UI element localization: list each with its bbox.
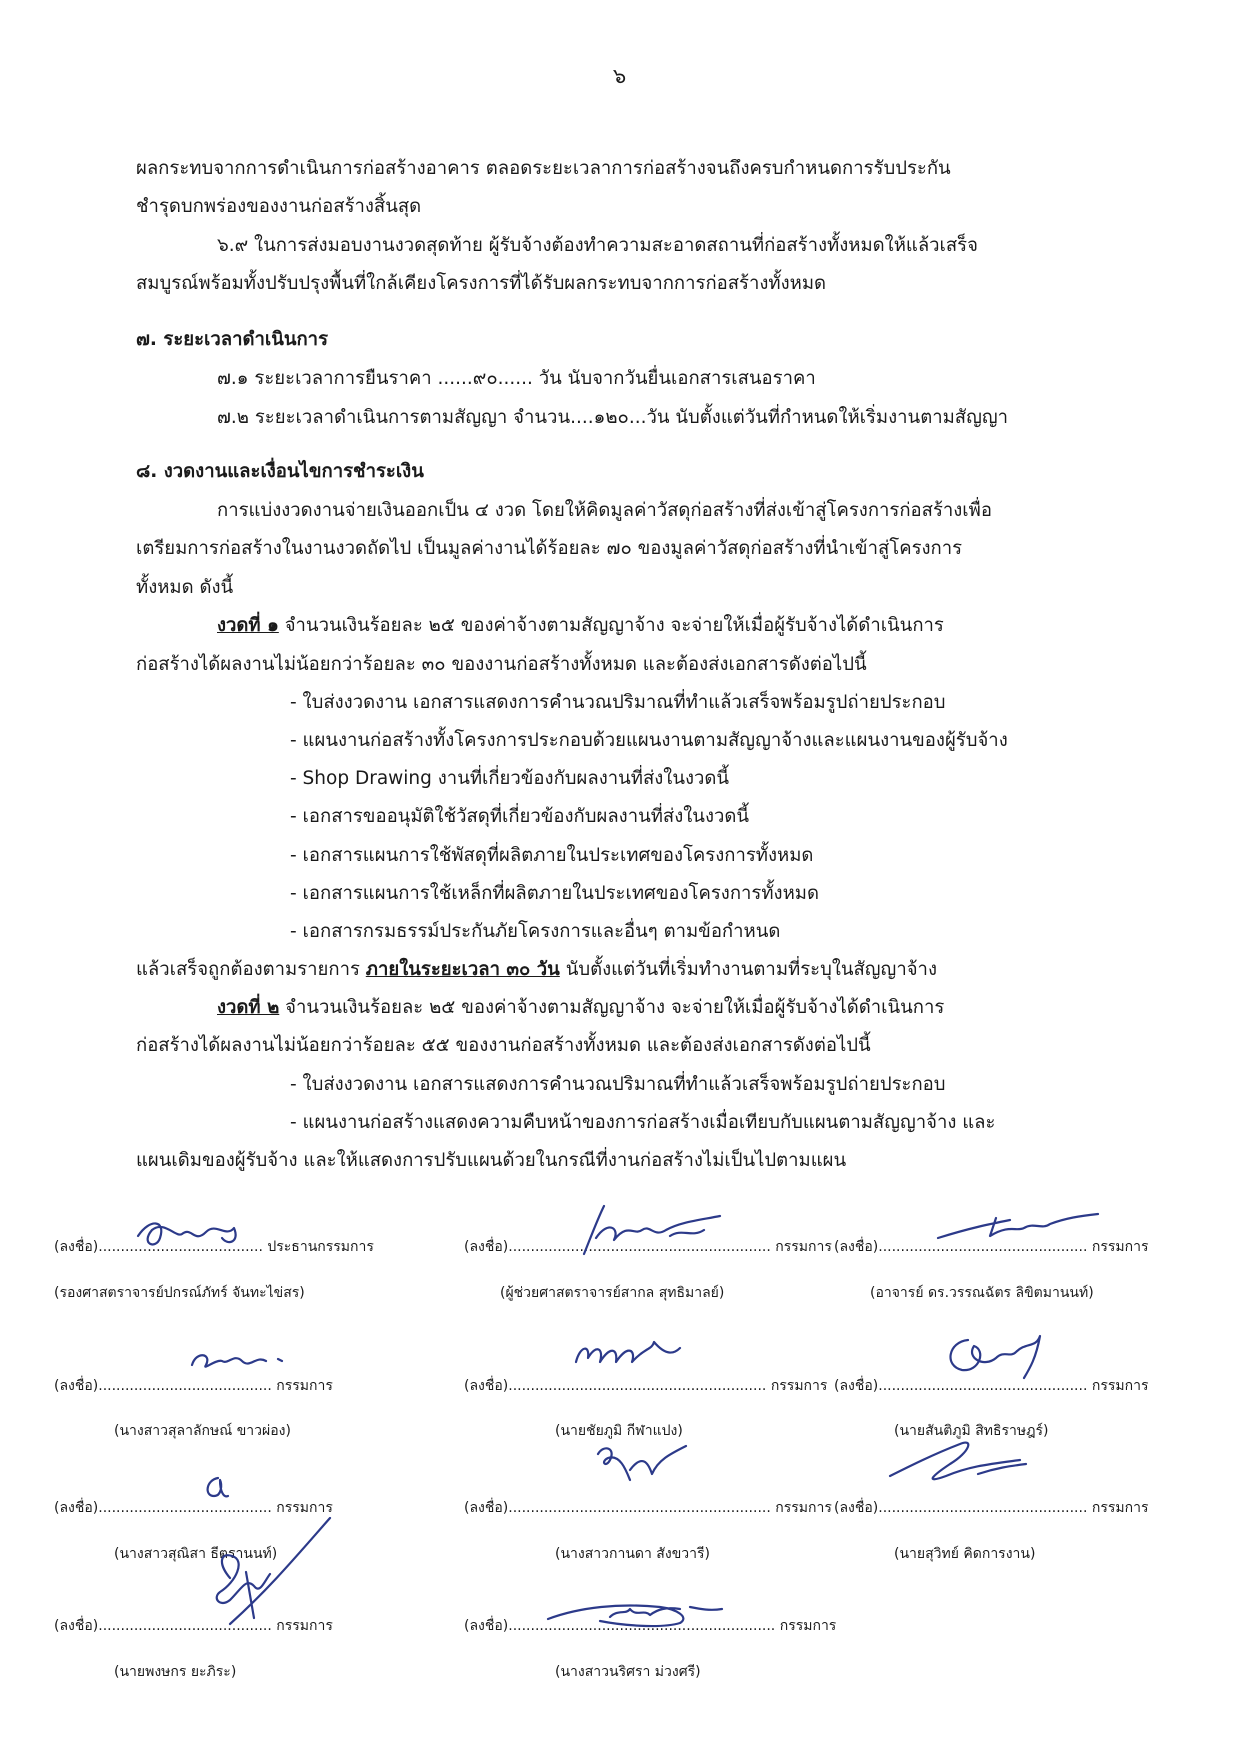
list-item: - ใบส่งงวดงาน เอกสารแสดงการคำนวณปริมาณที่ทำแล้วเสร็จพร้อมรูปถ่ายประกอบ [290,1074,946,1095]
signatory-name: (ผู้ช่วยศาสตราจารย์สากล สุทธิมาลย์) [500,1285,725,1301]
sign-prefix: (ลงชื่อ) [464,1618,509,1634]
committee-role: กรรมการ [770,1378,828,1394]
installment-2-label: งวดที่ ๒ [217,997,280,1018]
list-item: - ใบส่งงวดงาน เอกสารแสดงการคำนวณปริมาณที่ทำแล้วเสร็จพร้อมรูปถ่ายประกอบ [290,692,946,713]
deadline-text: ภายในระยะเวลา ๓๐ วัน [365,959,560,980]
signature-line: (ลงชื่อ).......................................................... กรรมการ [464,1378,828,1394]
signatory-name: (นางสาวนริศรา ม่วงศรี) [555,1664,701,1680]
installment-2-line [217,996,944,1020]
installment-1-text: จำนวนเงินร้อยละ ๒๕ ของค่าจ้างตามสัญญาจ้าง จะจ่ายให้เมื่อผู้รับจ้างได้ดำเนินการ [278,615,944,636]
list-item: - Shop Drawing งานที่เกี่ยวข้องกับผลงานที่ส่งในงวดนี้ [290,768,730,789]
closing-text: นับตั้งแต่วันที่เริ่มทำงานตามที่ระบุในสัญญาจ้าง [559,959,937,980]
signature-line: (ลงชื่อ)..................................... ประธานกรรมการ [54,1239,374,1255]
signature-line: (ลงชื่อ)........................................................... กรรมการ [464,1239,832,1255]
list-item: - เอกสารกรมธรรม์ประกันภัยโครงการและอื่นๆ ตามข้อกำหนด [290,921,781,942]
signatory-name: (นางสาวสุลาลักษณ์ ขาวผ่อง) [114,1423,291,1439]
section-heading-7: ๗. ระยะเวลาดำเนินการ [136,329,329,350]
paragraph-line: การแบ่งงวดงานจ่ายเงินออกเป็น ๔ งวด โดยให้คิดมูลค่าวัสดุก่อสร้างที่ส่งเข้าสู่โครงการก่อสร้างเพื่อ [217,500,992,521]
sign-prefix: (ลงชื่อ) [834,1500,879,1516]
paragraph-line: เตรียมการก่อสร้างในงานงวดถัดไป เป็นมูลค่างานได้ร้อยละ ๗๐ ของมูลค่าวัสดุก่อสร้างที่นำเข้าสู่โครงการ [136,538,963,559]
committee-role: กรรมการ [276,1618,333,1634]
signatory-name: (นายพงษกร ยะภิระ) [114,1664,237,1680]
committee-role: กรรมการ [1091,1378,1149,1394]
paragraph-line: ๗.๒ ระยะเวลาดำเนินการตามสัญญา จำนวน....๑๒๐...วัน นับตั้งแต่วันที่กำหนดให้เริ่มงานตามสัญญา [217,407,1009,428]
sign-prefix: (ลงชื่อ) [54,1239,99,1255]
handwritten-signature [570,1200,770,1260]
handwritten-signature [200,1470,230,1504]
sign-prefix: (ลงชื่อ) [834,1378,879,1394]
signatory-name: (นายสันติภูมิ สิทธิราษฎร์) [894,1423,1049,1439]
list-item: - เอกสารแผนการใช้พัสดุที่ผลิตภายในประเทศของโครงการทั้งหมด [290,845,814,866]
signatory-name: (นางสาวกานดา สังขวารี) [555,1546,710,1562]
sign-prefix: (ลงชื่อ) [54,1378,99,1394]
signature-line: (ลงชื่อ)............................................................ กรรมการ [464,1618,837,1634]
list-item: - เอกสารแผนการใช้เหล็กที่ผลิตภายในประเทศของโครงการทั้งหมด [290,883,819,904]
sign-prefix: (ลงชื่อ) [464,1378,509,1394]
handwritten-signature [190,1512,340,1632]
committee-role: ประธานกรรมการ [267,1239,374,1255]
signatory-name: (นายสุวิทย์ คิดการงาน) [894,1546,1036,1562]
paragraph-line: สมบูรณ์พร้อมทั้งปรับปรุงพื้นที่ใกล้เคียงโครงการที่ได้รับผลกระทบจากการก่อสร้างทั้งหมด [136,273,827,294]
paragraph-line: ก่อสร้างได้ผลงานไม่น้อยกว่าร้อยละ ๓๐ ของงานก่อสร้างทั้งหมด และต้องส่งเอกสารดังต่อไปนี้ [136,654,867,675]
signatory-name: (อาจารย์ ดร.วรรณฉัตร ลิขิตมานนท์) [870,1285,1094,1301]
list-item: - เอกสารขออนุมัติใช้วัสดุที่เกี่ยวข้องกับผลงานที่ส่งในงวดนี้ [290,806,750,827]
installment-1-closing [136,958,937,982]
handwritten-signature [186,1345,306,1375]
paragraph-line: ทั้งหมด ดังนี้ [136,577,234,598]
handwritten-signature [850,1430,1040,1500]
paragraph-line: ชำรุดบกพร่องของงานก่อสร้างสิ้นสุด [136,196,422,217]
paragraph-line: ๗.๑ ระยะเวลาการยืนราคา ......๙๐...... วัน นับจากวันยื่นเอกสารเสนอราคา [217,368,816,389]
paragraph-line: ๖.๙ ในการส่งมอบงานงวดสุดท้าย ผู้รับจ้างต้องทำความสะอาดสถานที่ก่อสร้างทั้งหมดให้แล้วเสร็จ [217,235,978,256]
handwritten-signature [570,1336,690,1372]
signature-line: (ลงชื่อ)............................................... กรรมการ [834,1378,1149,1394]
signature-line: (ลงชื่อ)....................................... กรรมการ [54,1500,333,1516]
handwritten-signature [130,1208,270,1258]
signatory-name: (รองศาสตราจารย์ปกรณ์ภัทร์ จันทะไข่สร) [54,1285,305,1301]
committee-role: กรรมการ [779,1618,837,1634]
sign-prefix: (ลงชื่อ) [834,1239,879,1255]
committee-role: กรรมการ [276,1500,333,1516]
handwritten-signature [590,1440,700,1490]
handwritten-signature [540,1595,730,1635]
section-heading-8: ๘. งวดงานและเงื่อนไขการชำระเงิน [136,461,424,482]
signature-line: (ลงชื่อ)....................................... กรรมการ [54,1618,333,1634]
signature-line: (ลงชื่อ)............................................... กรรมการ [834,1500,1149,1516]
committee-role: กรรมการ [775,1500,832,1516]
signature-line: (ลงชื่อ)........................................................... กรรมการ [464,1500,832,1516]
installment-2-text: จำนวนเงินร้อยละ ๒๕ ของค่าจ้างตามสัญญาจ้าง จะจ่ายให้เมื่อผู้รับจ้างได้ดำเนินการ [279,997,945,1018]
paragraph-line: ผลกระทบจากการดำเนินการก่อสร้างอาคาร ตลอดระยะเวลาการก่อสร้างจนถึงครบกำหนดการรับประกัน [136,158,951,179]
committee-role: กรรมการ [1091,1500,1149,1516]
sign-prefix: (ลงชื่อ) [464,1500,509,1516]
sign-prefix: (ลงชื่อ) [54,1500,99,1516]
installment-1-line [217,614,944,638]
signature-line: (ลงชื่อ)....................................... กรรมการ [54,1378,333,1394]
list-item: - แผนงานก่อสร้างทั้งโครงการประกอบด้วยแผนงานตามสัญญาจ้างและแผนงานของผู้รับจ้าง [290,730,1008,751]
signatory-name: (นางสาวสุณิสา ธีตรานนท์) [114,1546,278,1562]
signatory-name: (นายชัยภูมิ กีฬาแปง) [555,1423,683,1439]
committee-role: กรรมการ [775,1239,832,1255]
sign-prefix: (ลงชื่อ) [464,1239,509,1255]
page-number: ๖ [612,64,627,88]
signature-line: (ลงชื่อ)............................................... กรรมการ [834,1239,1149,1255]
list-item: - แผนงานก่อสร้างแสดงความคืบหน้าของการก่อสร้างเมื่อเทียบกับแผนตามสัญญาจ้าง และ [290,1112,996,1133]
handwritten-signature [940,1328,1050,1388]
committee-role: กรรมการ [276,1378,333,1394]
handwritten-signature [930,1210,1110,1250]
sign-prefix: (ลงชื่อ) [54,1618,99,1634]
paragraph-line: แผนเดิมของผู้รับจ้าง และให้แสดงการปรับแผนด้วยในกรณีที่งานก่อสร้างไม่เป็นไปตามแผน [136,1150,847,1171]
installment-1-label: งวดที่ ๑ [217,615,279,636]
paragraph-line: ก่อสร้างได้ผลงานไม่น้อยกว่าร้อยละ ๕๕ ของงานก่อสร้างทั้งหมด และต้องส่งเอกสารดังต่อไปนี้ [136,1035,871,1056]
committee-role: กรรมการ [1091,1239,1149,1255]
closing-text: แล้วเสร็จถูกต้องตามรายการ [136,959,366,980]
